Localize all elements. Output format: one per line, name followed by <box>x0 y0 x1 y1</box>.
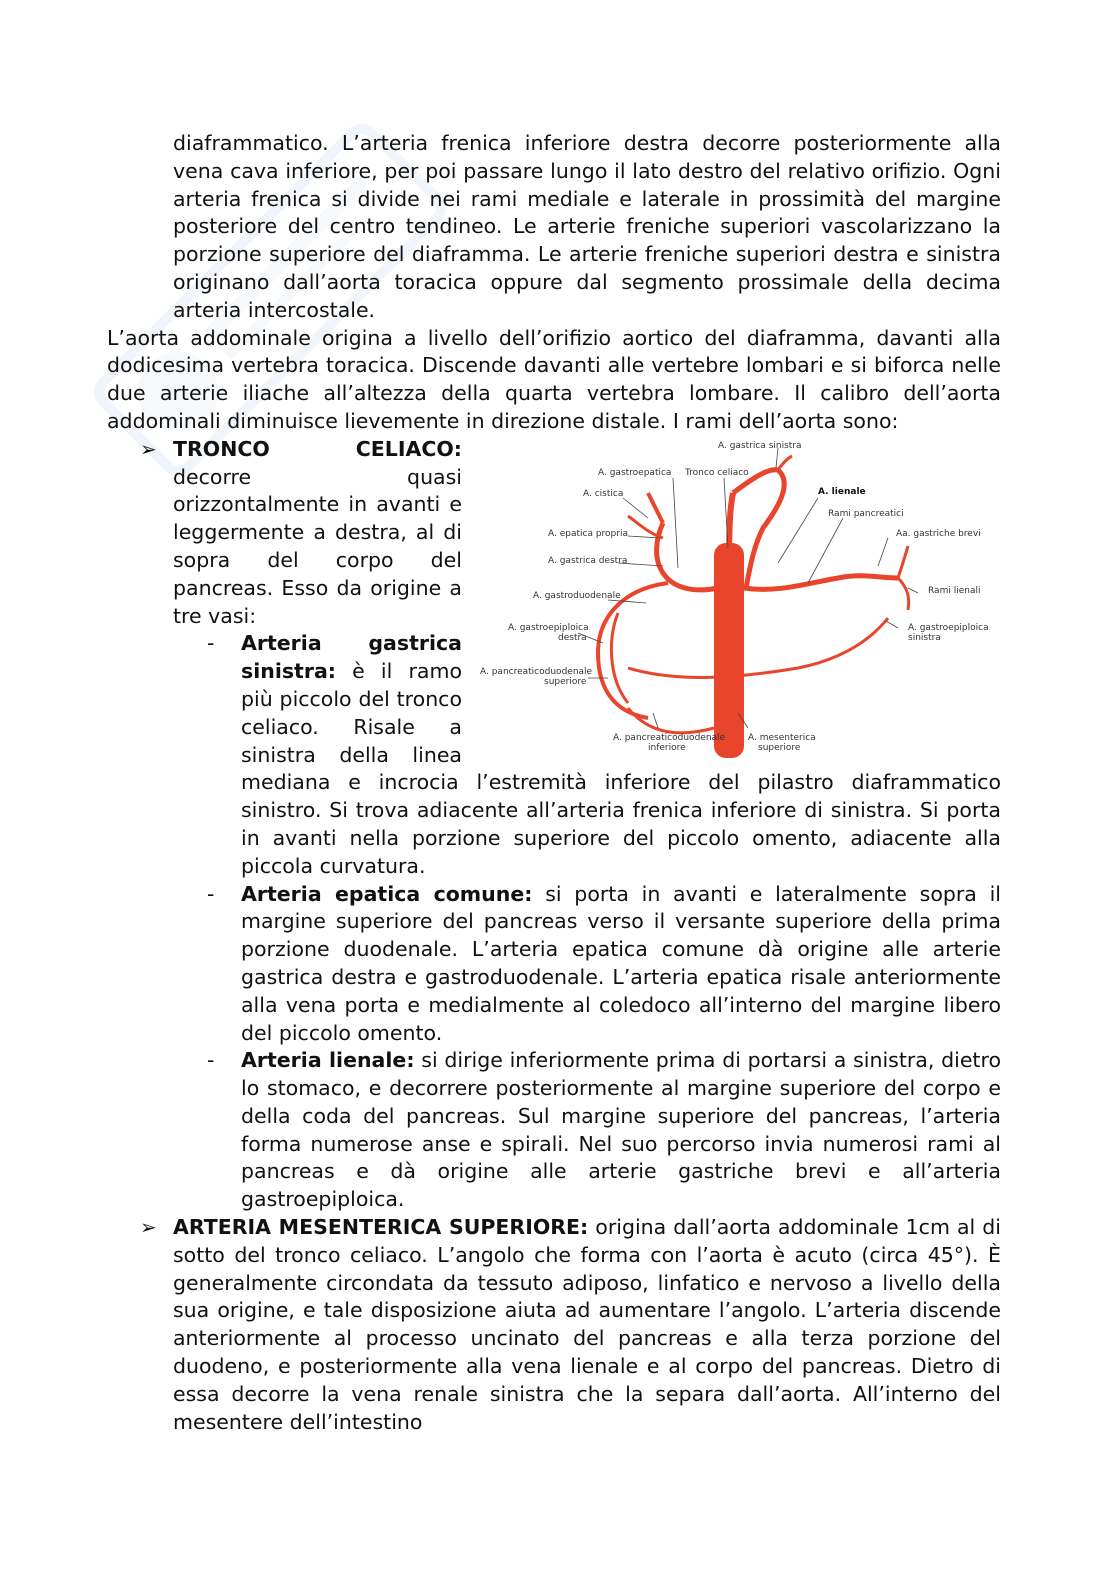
dash-bullet: - <box>207 1048 215 1073</box>
label-epatica-propria: A. epatica propria <box>548 528 628 539</box>
paragraph-abdominal-aorta: L’aorta addominale origina a livello dell’orifizio aortico del diaframma, davanti alla dodicesima vertebra toracica. Discende davanti alle vertebre lombari e si biforca nelle due arterie iliache all’altezza della quarta vertebra lombare. Il calibro dell’aorta addominali diminuisce lievemente in direzione distale. I rami dell’aorta sono: <box>107 325 1001 433</box>
arrow-bullet-icon: ➢ <box>140 436 157 461</box>
label-gastroepiploica-sinistra: A. gastroepiploica <box>908 622 989 633</box>
bullet-mesenterica-superiore: ➢ ARTERIA MESENTERICA SUPERIORE: origina dall’aorta addominale 1cm al di sotto del tronco celiaco. L’angolo che forma con l’aorta è acuto (circa 45°). È generalmente circondata da tessuto adiposo, linfatico e nervoso a livello della sua origine, e tale disposizione aiuta ad aumentare l’angolo. L’arteria discende anteriormente al processo uncinato del pancreas e alla terza porzione del duodeno, e posteriormente alla vena lienale e al corpo del pancreas. Dietro di essa decorre la vena renale sinistra che la separa dall’aorta. All’interno del mesentere dell’intestino <box>140 1215 1001 1434</box>
dash-bullet: - <box>207 631 215 656</box>
document-page <box>107 130 1001 1436</box>
bullet-title: TRONCO CELIACO: <box>173 436 462 461</box>
svg-text:destra: destra <box>558 632 587 643</box>
label-tronco-celiaco: Tronco celiaco <box>685 467 749 478</box>
label-pancreaticoduodenale-sup: A. pancreaticoduodenale <box>480 666 593 677</box>
bullet-tronco-celiaco <box>140 436 1001 1214</box>
subitem-gastrica-sinistra: - Arteria gastrica sinistra: è il ramo più piccolo del tronco celiaco. Risale a sinistra della linea mediana e incrocia l’estremità inferiore del pilastro diaframmatico sinistro. Si trova adiacente all’arteria frenica inferiore di sinistra. Si porta in avanti nella porzione superiore del piccolo omento, adiacente alla piccola curvatura. <box>207 631 1001 878</box>
svg-text:superiore: superiore <box>758 742 801 753</box>
svg-text:inferiore: inferiore <box>648 742 686 753</box>
label-cistica: A. cistica <box>583 488 624 499</box>
label-rami-pancreatici: Rami pancreatici <box>828 508 904 519</box>
svg-text:superiore: superiore <box>544 676 587 687</box>
label-gastrica-sinistra: A. gastrica sinistra <box>718 440 802 451</box>
paragraph-phrenic: diaframmatico. L’arteria frenica inferiore destra decorre posteriormente alla vena cava inferiore, per poi passare lungo il lato destro del relativo orifizio. Ogni arteria frenica si divide nei rami mediale e laterale in prossimità del margine posteriore del centro tendineo. Le arterie freniche superiori vascolarizzano la porzione superiore del diaframma. Le arterie freniche superiori destra e sinistra originano dall’aorta toracica oppure dal segmento prossimale della decima arteria intercostale. <box>173 131 1001 322</box>
label-gastrica-destra: A. gastrica destra <box>548 555 628 566</box>
dash-bullet: - <box>207 881 215 906</box>
label-pancreaticoduodenale-inf: A. pancreaticoduodenale <box>613 732 726 743</box>
subitem-lienale: - Arteria lienale: si dirige inferiormente prima di portarsi a sinistra, dietro lo stomaco, e decorrere posteriormente al margine superiore del corpo e della coda del pancreas. Sul margine superiore del pancreas, l’arteria forma numerose anse e spirali. Nel suo percorso invia numerosi rami al pancreas e dà origine alle arterie gastriche brevi e all’arteria gastroepiploica. <box>207 1048 1001 1212</box>
tronco-celiaco-text: TRONCO CELIACO: decorre quasi orizzontalmente in avanti e leggermente a destra, al di sopra del corpo del pancreas. Esso da origine a tre vasi: <box>173 436 462 628</box>
subitem-epatica-comune: - Arteria epatica comune: si porta in avanti e lateralmente sopra il margine superiore del pancreas verso il versante superiore della prima porzione duodenale. L’arteria epatica comune dà origine alle arterie gastrica destra e gastroduodenale. L’arteria epatica risale anteriormente alla vena porta e medialmente al coledoco all’interno del margine libero del piccolo omento. <box>207 881 1001 1045</box>
label-lienale: A. lienale <box>818 486 866 497</box>
arrow-bullet-icon: ➢ <box>140 1215 157 1240</box>
label-gastroepatica: A. gastroepatica <box>598 467 672 478</box>
svg-text:sinistra: sinistra <box>908 632 941 643</box>
label-mesenterica-superiore: A. mesenterica <box>748 732 816 743</box>
label-gastroduodenale: A. gastroduodenale <box>533 590 621 601</box>
label-gastriche-brevi: Aa. gastriche brevi <box>896 528 981 539</box>
label-gastroepiploica-destra: A. gastroepiploica <box>508 622 589 633</box>
label-rami-lienali: Rami lienali <box>928 585 981 596</box>
